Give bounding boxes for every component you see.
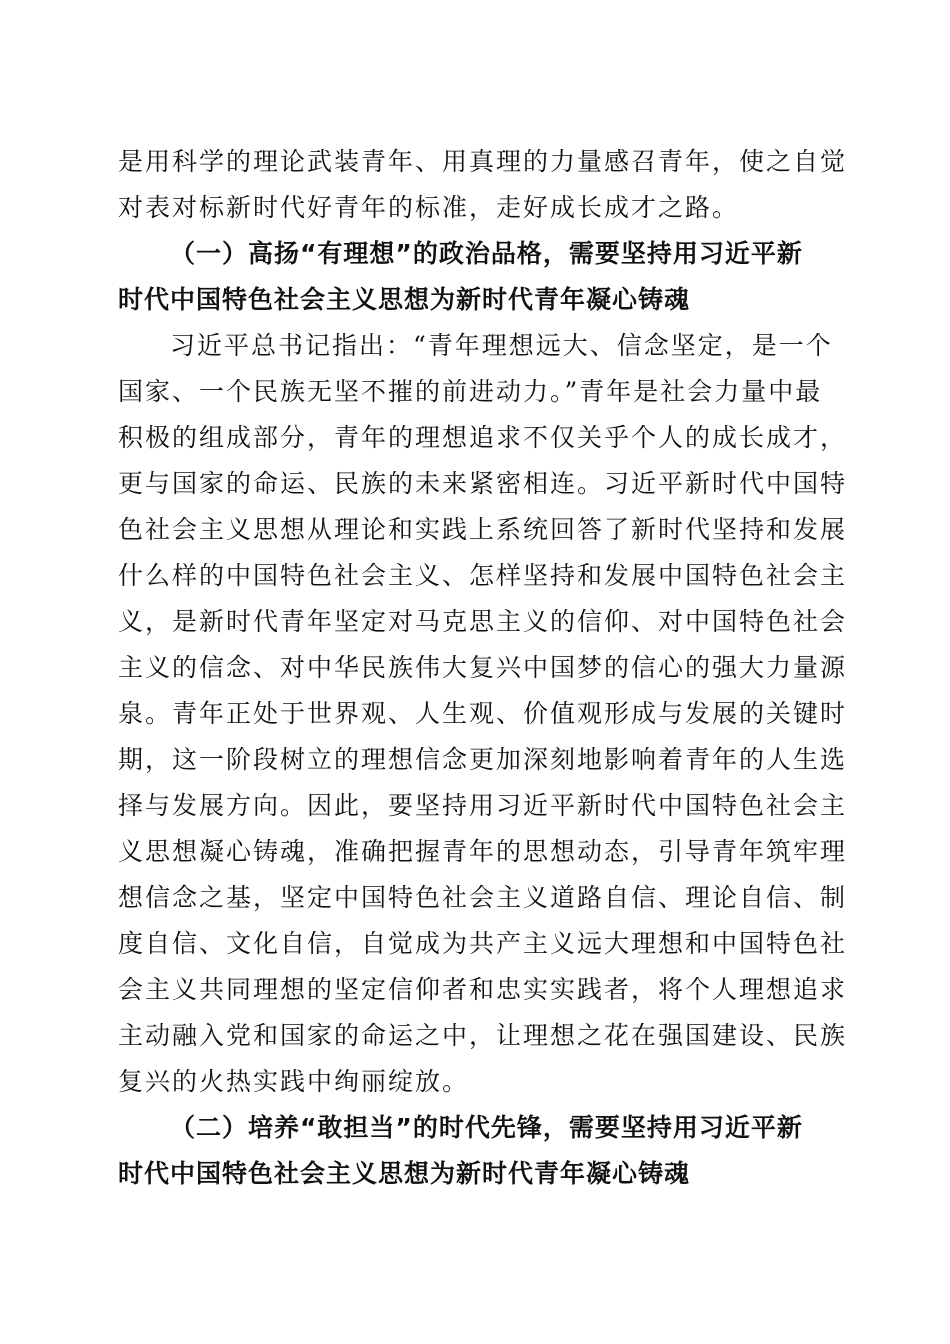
- body-text-line: 义，是新时代青年坚定对马克思主义的信仰、对中国特色社会: [118, 607, 848, 636]
- body-text-line: 泉。青年正处于世界观、人生观、价值观形成与发展的关键时: [118, 699, 848, 728]
- body-text-line: 主义的信念、对中华民族伟大复兴中国梦的信心的强大力量源: [118, 653, 848, 682]
- body-text-line: 会主义共同理想的坚定信仰者和忠实实践者，将个人理想追求: [118, 975, 848, 1004]
- body-text-line: 什么样的中国特色社会主义、怎样坚持和发展中国特色社会主: [118, 561, 848, 590]
- section-heading-2-continued: 时代中国特色社会主义思想为新时代青年凝心铸魂: [118, 1159, 691, 1188]
- body-text-line: 是用科学的理论武装青年、用真理的力量感召青年，使之自觉: [118, 147, 848, 176]
- body-text-line: 主动融入党和国家的命运之中，让理想之花在强国建设、民族: [118, 1021, 848, 1050]
- body-text-line: 更与国家的命运、民族的未来紧密相连。习近平新时代中国特: [118, 469, 848, 498]
- body-text-line: 择与发展方向。因此，要坚持用习近平新时代中国特色社会主: [118, 791, 848, 820]
- body-text-line: 期，这一阶段树立的理想信念更加深刻地影响着青年的人生选: [118, 745, 848, 774]
- body-text-line: 色社会主义思想从理论和实践上系统回答了新时代坚持和发展: [118, 515, 848, 544]
- body-text-line: 义思想凝心铸魂，准确把握青年的思想动态，引导青年筑牢理: [118, 837, 848, 866]
- body-text-line: 习近平总书记指出：“青年理想远大、信念坚定，是一个: [170, 331, 833, 360]
- body-text-line: 复兴的火热实践中绚丽绽放。: [118, 1067, 470, 1096]
- body-text-line: 积极的组成部分，青年的理想追求不仅关乎个人的成长成才，: [118, 423, 848, 452]
- section-heading-1: （一）高扬“有理想”的政治品格，需要坚持用习近平新: [170, 239, 803, 268]
- section-heading-2: （二）培养“敢担当”的时代先锋，需要坚持用习近平新: [170, 1113, 803, 1142]
- body-text-line: 想信念之基，坚定中国特色社会主义道路自信、理论自信、制: [118, 883, 848, 912]
- body-text-line: 对表对标新时代好青年的标准，走好成长成才之路。: [118, 193, 740, 222]
- body-text-line: 国家、一个民族无坚不摧的前进动力。”青年是社会力量中最: [118, 377, 823, 406]
- body-text-line: 度自信、文化自信，自觉成为共产主义远大理想和中国特色社: [118, 929, 848, 958]
- section-heading-1-continued: 时代中国特色社会主义思想为新时代青年凝心铸魂: [118, 285, 691, 314]
